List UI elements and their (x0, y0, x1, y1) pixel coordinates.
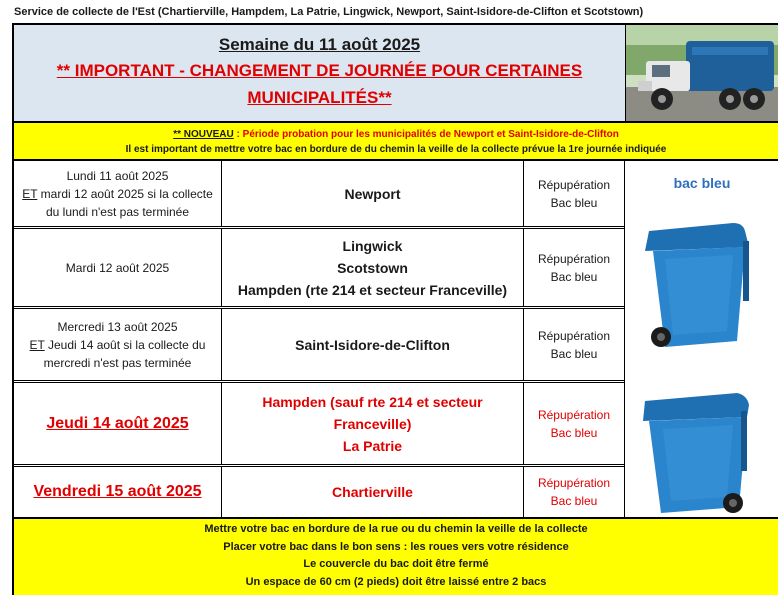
important-line-1: ** IMPORTANT - CHANGEMENT DE JOURNÉE POUR CERTAINES (56, 61, 583, 80)
blue-bin-illustrations (625, 161, 779, 519)
week-title: Semaine du 11 août 2025 (218, 35, 421, 54)
instructions-footer (14, 519, 778, 595)
nouveau-label: ** NOUVEAU (173, 129, 234, 140)
row-date (14, 309, 222, 380)
date-line: mercredi n'est pas terminée (43, 355, 192, 370)
row-town (222, 467, 524, 517)
row-town (222, 161, 524, 226)
date-line: Mardi 12 août 2025 (65, 260, 170, 275)
bac-bleu-title: bac bleu (673, 175, 731, 191)
blue-bin-icon (645, 223, 749, 347)
date-line: Vendredi 15 août 2025 (33, 483, 202, 500)
row-collection-type (524, 309, 624, 380)
schedule-row-friday (14, 467, 624, 519)
type-line: Répupération (537, 407, 611, 422)
row-collection-type (524, 467, 624, 517)
blue-bin-icon (643, 393, 749, 513)
type-line: Bac bleu (550, 494, 598, 508)
instruction-line: Un espace de 60 cm (2 pieds) doit être laissé entre 2 bacs (245, 575, 547, 588)
town-name: Hampden (rte 214 et secteur Franceville) (237, 281, 508, 298)
row-date (14, 467, 222, 517)
row-collection-type (524, 161, 624, 226)
title-block (14, 25, 626, 123)
date-text: mardi 12 août 2025 si la collecte (37, 186, 213, 201)
service-header: Service de collecte de l'Est (Chartierville, Hampdem, La Patrie, Lingwick, Newport, Saint-Isidore-de-Clifton et Scotstown) (14, 6, 644, 18)
row-collection-type (524, 383, 624, 464)
et-label: ET (29, 337, 45, 352)
schedule-row-thursday (14, 383, 624, 467)
row-date (14, 161, 222, 226)
type-line: Bac bleu (550, 346, 598, 361)
type-line: Bac bleu (550, 195, 598, 210)
important-line-2: MUNICIPALITÉS** (247, 88, 392, 107)
town-name: Newport (344, 185, 401, 202)
blue-bin-column (624, 161, 778, 519)
schedule-row-wednesday (14, 309, 624, 383)
town-name: Lingwick (342, 237, 403, 254)
row-town (222, 229, 524, 306)
notice-line-2: Il est important de mettre votre bac en bordure de du chemin la veille de la collecte prévue la 1re journée indiquée (125, 144, 667, 155)
instruction-line: Mettre votre bac en bordure de la rue ou du chemin la veille de la collecte (204, 523, 588, 535)
nouveau-text: : Période probation pour les municipalités de Newport et Saint-Isidore-de-Clifton (233, 129, 619, 140)
important-notice (14, 57, 625, 111)
town-name: Hampden (sauf rte 214 et secteur (262, 393, 483, 410)
instruction-line: Le couvercle du bac doit être fermé (303, 558, 489, 570)
type-line: Répupération (537, 251, 611, 266)
row-town (222, 309, 524, 380)
notice-line-1 (14, 127, 778, 142)
date-line (22, 185, 213, 203)
garbage-truck-image (626, 25, 778, 123)
date-line: Jeudi 14 août 2025 (46, 414, 189, 432)
type-line: Répupération (537, 476, 611, 490)
town-name: La Patrie (342, 437, 403, 454)
row-town (222, 383, 524, 464)
row-date (14, 229, 222, 306)
row-date (14, 383, 222, 464)
town-name: Franceville) (333, 415, 412, 432)
schedule-row-monday (14, 161, 624, 229)
row-collection-type (524, 229, 624, 306)
date-line: Mercredi 13 août 2025 (57, 319, 178, 334)
schedule-row-tuesday (14, 229, 624, 309)
date-text: Jeudi 14 août si la collecte du (44, 337, 206, 352)
new-probation-notice (14, 123, 778, 161)
date-line (30, 336, 206, 354)
type-line: Répupération (537, 328, 611, 343)
type-line: Bac bleu (550, 269, 598, 284)
town-name: Chartierville (332, 484, 413, 500)
instruction-line: Placer votre bac dans le bon sens : les roues vers votre résidence (223, 540, 569, 553)
et-label: ET (22, 186, 38, 201)
type-line: Bac bleu (550, 425, 598, 440)
type-line: Répupération (537, 177, 611, 192)
town-name: Scotstown (337, 259, 408, 276)
truck-illustration (626, 25, 778, 123)
town-name: Saint-Isidore-de-Clifton (295, 336, 450, 353)
date-line: du lundi n'est pas terminée (45, 204, 190, 219)
schedule-sheet (12, 23, 778, 595)
date-line: Lundi 11 août 2025 (66, 168, 169, 183)
